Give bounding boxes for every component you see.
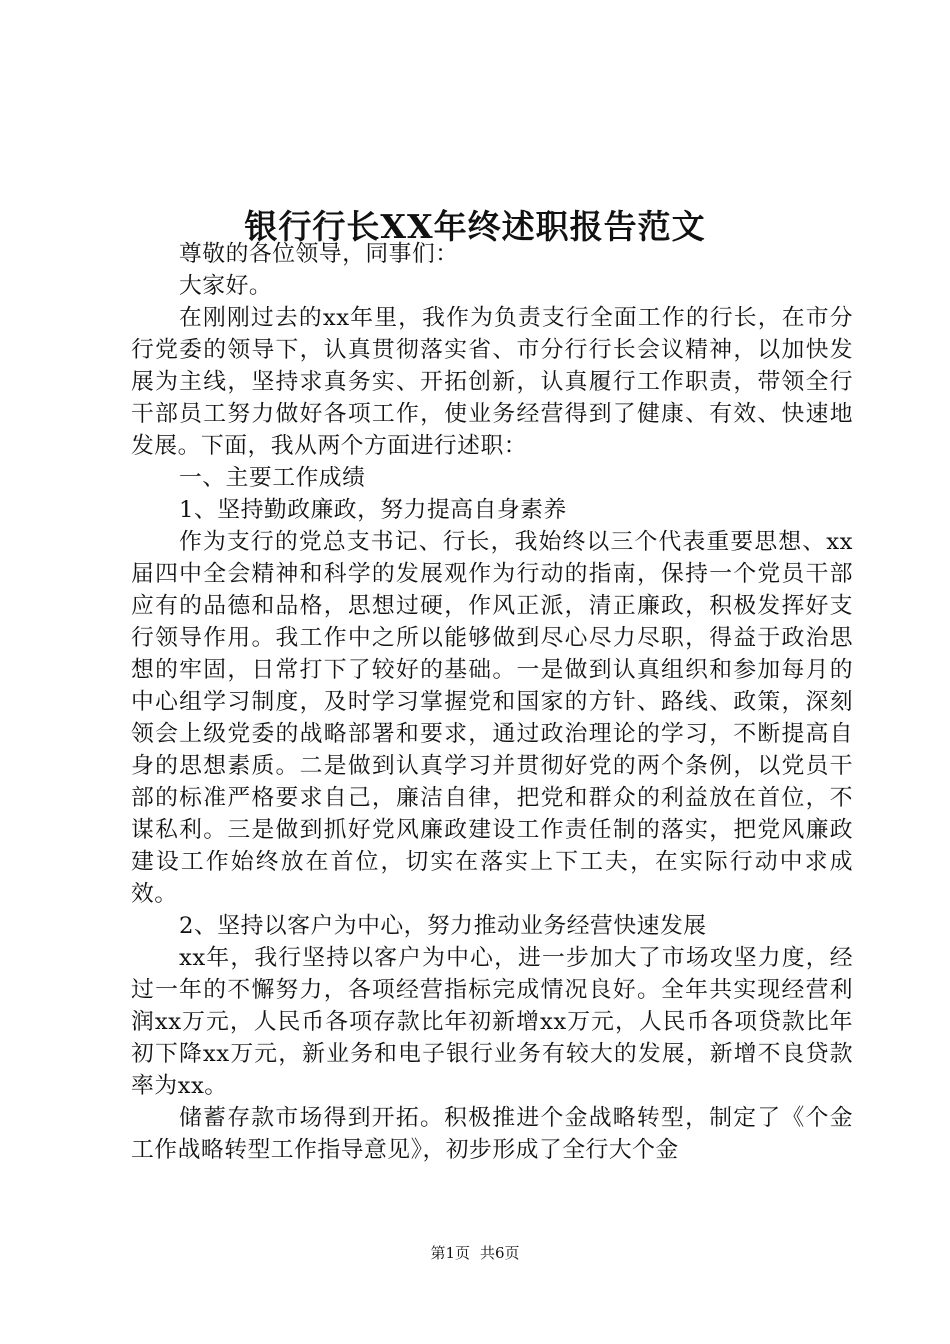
greeting: 大家好。 <box>179 273 273 299</box>
body-paragraph-2: xx年，我行坚持以客户为中心，进一步加大了市场攻坚力度，经过一年的不懈努力，各项经营指标完成情况良好。全年共实现经营利润xx万元，人民币各项存款比年初新增xx万元，人民币各项贷款比年初下降xx万元，新业务和电子银行业务有较大的发展，新增不良贷款率为xx。 <box>131 945 853 1099</box>
subsection-heading-1: 1、坚持勤政廉政，努力提高自身素养 <box>179 497 567 523</box>
intro-paragraph: 在刚刚过去的xx年里，我作为负责支行全面工作的行长，在市分行党委的领导下，认真贯彻落实省、市分行行长会议精神，以加快发展为主线，坚持求真务实、开拓创新，认真履行工作职责，带领全行干部员工努力做好各项工作，使业务经营得到了健康、有效、快速地发展。下面，我从两个方面进行述职： <box>131 305 853 459</box>
section-heading: 一、主要工作成绩 <box>179 465 366 491</box>
document-body <box>131 238 853 1166</box>
body-paragraph-3: 储蓄存款市场得到开拓。积极推进个金战略转型，制定了《个金工作战略转型工作指导意见》，初步形成了全行大个金 <box>131 1105 853 1163</box>
document-title: 银行行长XX年终述职报告范文 <box>244 207 706 247</box>
page-footer <box>0 1242 950 1264</box>
subsection-heading-2: 2、坚持以客户为中心，努力推动业务经营快速发展 <box>179 913 707 939</box>
body-paragraph-1: 作为支行的党总支书记、行长，我始终以三个代表重要思想、xx届四中全会精神和科学的发展观作为行动的指南，保持一个党员干部应有的品德和品格，思想过硬，作风正派，清正廉政，积极发挥好支行领导作用。我工作中之所以能够做到尽心尽力尽职，得益于政治思想的牢固，日常打下了较好的基础。一是做到认真组织和参加每月的中心组学习制度，及时学习掌握党和国家的方针、路线、政策，深刻领会上级党委的战略部署和要求，通过政治理论的学习，不断提高自身的思想素质。二是做到认真学习并贯彻好党的两个条例，以党员干部的标准严格要求自己，廉洁自律，把党和群众的利益放在首位，不谋私利。三是做到抓好党风廉政建设工作责任制的落实，把党风廉政建设工作始终放在首位，切实在落实上下工夫，在实际行动中求成效。 <box>131 529 853 907</box>
page-total: 共6页 <box>480 1244 520 1262</box>
salutation: 尊敬的各位领导，同事们： <box>179 241 459 267</box>
page-number: 第1页 <box>430 1244 470 1262</box>
